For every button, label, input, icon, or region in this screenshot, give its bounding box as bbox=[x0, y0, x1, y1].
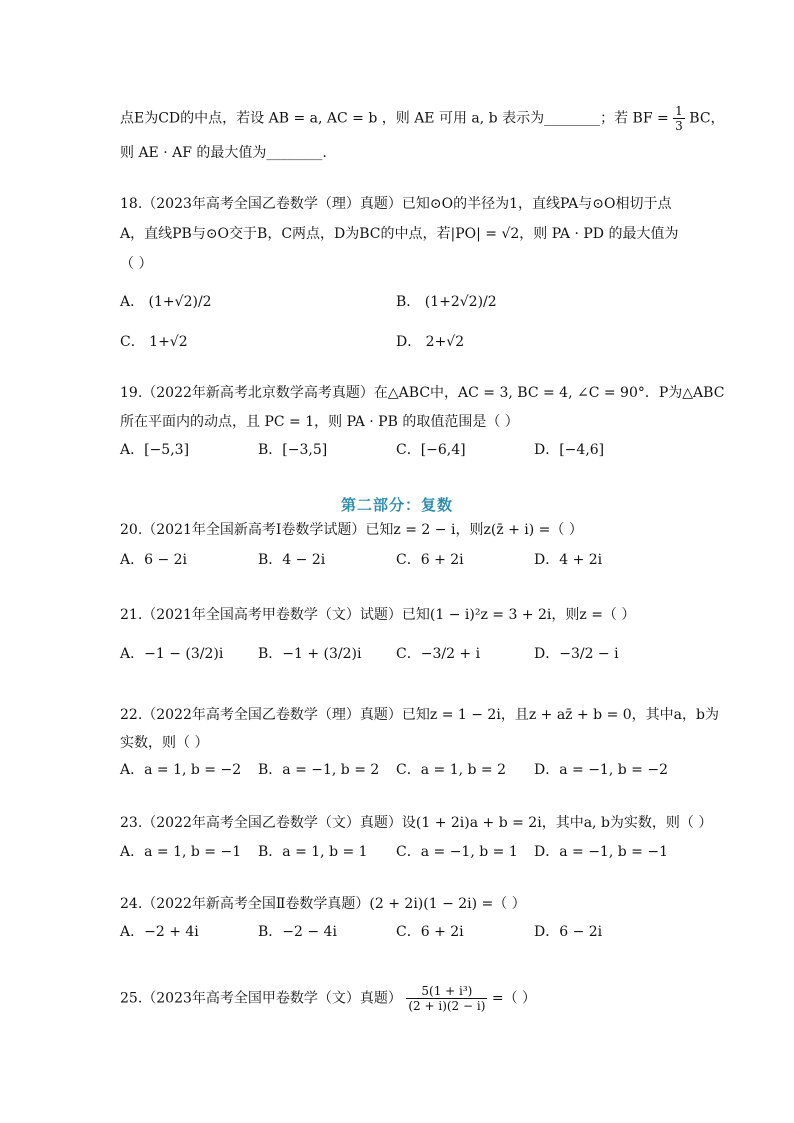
q23-option-d: D．a = −1, b = −1 bbox=[534, 844, 668, 860]
section-title: 第二部分：复数 bbox=[340, 496, 453, 514]
q19-option-c: C．[−6,4] bbox=[396, 442, 466, 458]
q19-option-a: A．[−5,3] bbox=[120, 442, 190, 458]
q22-option-d: D．a = −1, b = −2 bbox=[534, 762, 668, 778]
q21-option-b: B．−1 + (3/2)i bbox=[258, 646, 362, 662]
q18-option-d: D． 2+√2 bbox=[396, 334, 465, 350]
q17-line-1: 点E为CD的中点，若设 AB = a, AC = b ，则 AE 可用 a, b 表示为________；若 BF = $\frac{1}{3}$ BC， bbox=[120, 104, 725, 133]
q20-option-d: D．4 + 2i bbox=[534, 552, 603, 568]
q22-option-a: A．a = 1, b = −2 bbox=[120, 762, 242, 778]
q22-line-2: 实数，则（ ） bbox=[120, 735, 209, 751]
q24-line-1: 24.（2022年新高考全国Ⅱ卷数学真题）(2 + 2i)(1 − 2i) =（ ） bbox=[120, 896, 526, 912]
q19-line-1: 19.（2022年新高考北京数学高考真题）在△ABC中，AC = 3, BC = 4, ∠C = 90°．P为△ABC bbox=[120, 385, 725, 401]
q24-option-a: A．−2 + 4i bbox=[120, 924, 199, 940]
q18-option-b: B． (1+2√2)/2 bbox=[396, 294, 497, 310]
q18-line-2: A，直线PB与⊙O交于B，C两点，D为BC的中点，若|PO| = √2，则 PA · PD 的最大值为 bbox=[120, 226, 679, 242]
q18-line-3: （ ） bbox=[120, 256, 153, 272]
q23-option-a: A．a = 1, b = −1 bbox=[120, 844, 242, 860]
q20-line-1: 20.（2021年全国新高考Ⅰ卷数学试题）已知z = 2 − i，则z(z̄ + i) =（ ） bbox=[120, 522, 583, 538]
q23-line-1: 23.（2022年高考全国乙卷数学（文）真题）设(1 + 2i)a + b = 2i，其中a, b为实数，则（ ） bbox=[120, 815, 713, 831]
q20-option-c: C．6 + 2i bbox=[396, 552, 464, 568]
q18-line-1: 18.（2023年高考全国乙卷数学（理）真题）已知⊙O的半径为1，直线PA与⊙O相切于点 bbox=[120, 196, 672, 212]
q21-option-c: C．−3/2 + i bbox=[396, 646, 481, 662]
q18-option-c: C． 1+√2 bbox=[120, 334, 188, 350]
q23-option-c: C．a = −1, b = 1 bbox=[396, 844, 518, 860]
q22-option-b: B．a = −1, b = 2 bbox=[258, 762, 380, 778]
q19-option-b: B．[−3,5] bbox=[258, 442, 328, 458]
q22-option-c: C．a = 1, b = 2 bbox=[396, 762, 506, 778]
q25-fraction: $\frac{\text{5(1 + i³)}}{(2 + i)(2 - i)}$ bbox=[408, 984, 486, 1013]
q19-option-d: D．[−4,6] bbox=[534, 442, 605, 458]
q22-line-1: 22.（2022年高考全国乙卷数学（理）真题）已知z = 1 − 2i，且z + az̄ + b = 0，其中a，b为 bbox=[120, 707, 719, 723]
q24-option-c: C．6 + 2i bbox=[396, 924, 464, 940]
q20-option-b: B．4 − 2i bbox=[258, 552, 326, 568]
q25-line-1: 25.（2023年高考全国甲卷数学（文）真题） $\frac{\text{5(1 + i³)}}{(2 + i)(2 - i)}$ =（ ） bbox=[120, 984, 537, 1013]
q21-line-1: 21.（2021年全国高考甲卷数学（文）试题）已知(1 − i)²z = 3 + 2i，则z =（ ） bbox=[120, 607, 636, 623]
q17-fraction: $\frac{1}{3}$ bbox=[675, 104, 683, 133]
q20-option-a: A．6 − 2i bbox=[120, 552, 188, 568]
q18-option-a: A． (1+√2)/2 bbox=[120, 294, 212, 310]
q24-option-b: B．−2 − 4i bbox=[258, 924, 337, 940]
q17-line-2: 则 AE · AF 的最大值为________. bbox=[120, 145, 327, 161]
q23-option-b: B．a = 1, b = 1 bbox=[258, 844, 368, 860]
q19-line-2: 所在平面内的动点，且 PC = 1，则 PA · PB 的取值范围是（ ） bbox=[120, 414, 519, 430]
q21-option-a: A．−1 − (3/2)i bbox=[120, 646, 224, 662]
q24-option-d: D．6 − 2i bbox=[534, 924, 603, 940]
q21-option-d: D．−3/2 − i bbox=[534, 646, 619, 662]
